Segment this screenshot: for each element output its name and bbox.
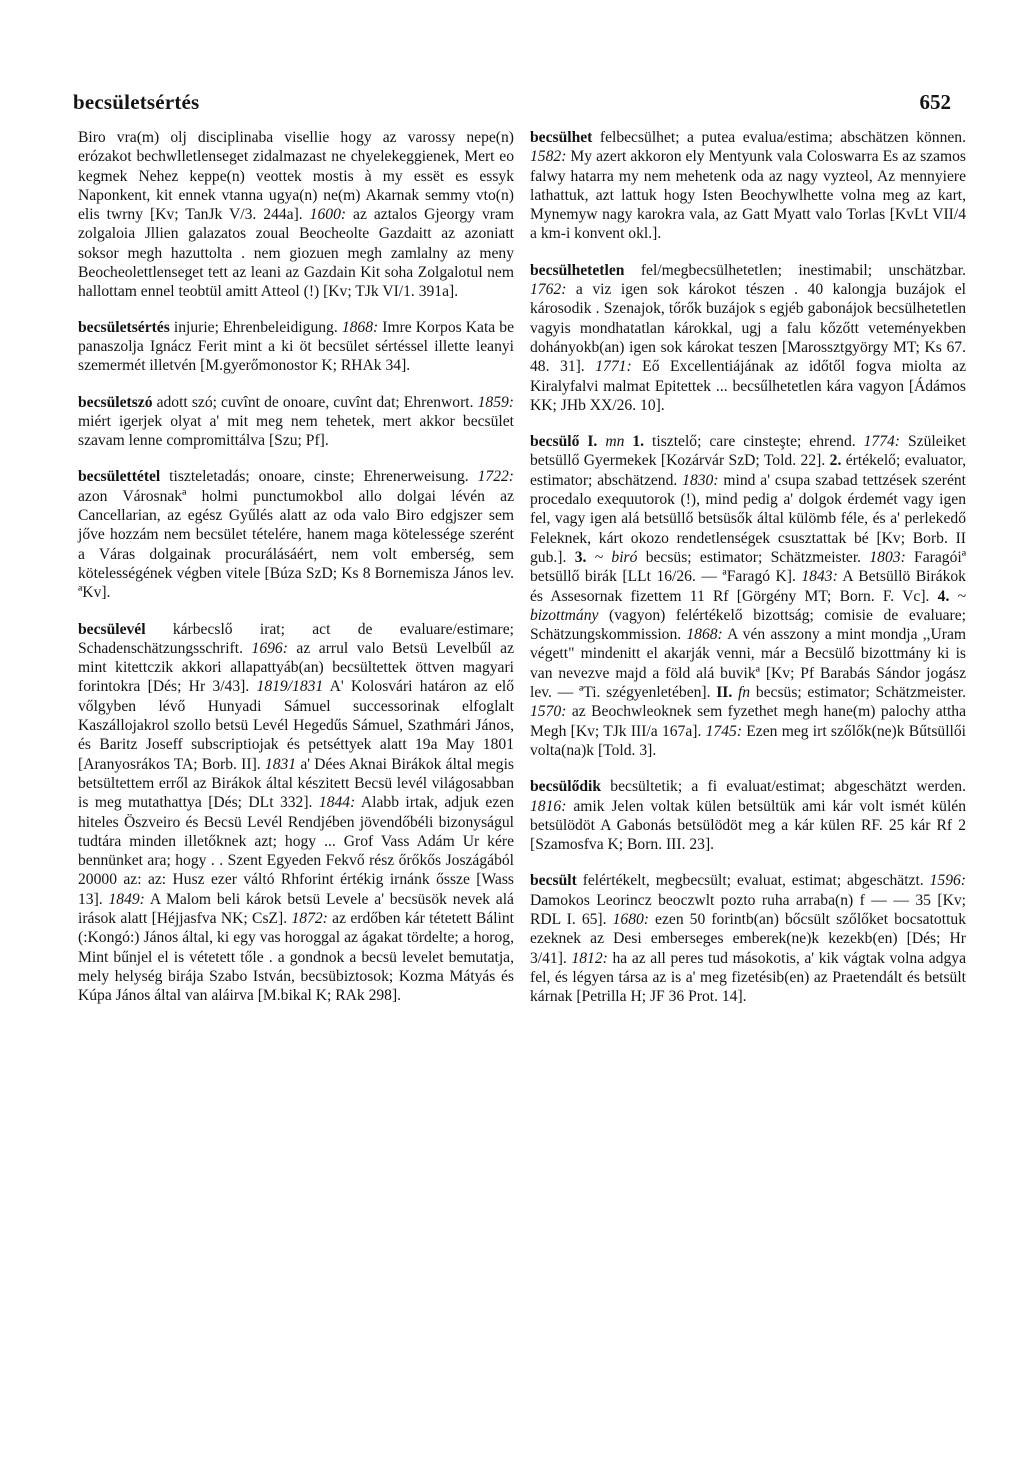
year-ref: 1596: [929,872,966,890]
entry-text: A Malom beli károk betsü Levele a' becsüsök nevek alá irások alatt [Héjjasfva NK; CsZ]. [78,890,514,927]
year-ref: 1600: [309,206,347,224]
entry-text: becsüs; estimator; Schätzmeister. [637,548,870,566]
entry-text: Szüleiket betsüllő Gyermekek [Kozárvár SzD; Told. 22]. [530,433,967,470]
entry-continuation [78,128,514,302]
right-column [530,128,966,1023]
sense-number: 4. [937,587,950,605]
part-of-speech: fn [732,684,751,702]
entry-text: felértékelt, megbecsült; evaluat, estimat; abgeschätzt. [576,872,930,890]
page-number: 652 [919,90,951,114]
entry-text: miért igerjek olyat a' mit meg nem tehetek, mert akkor becsület szavam lenne compromittálva [Szu; Pf]. [78,412,514,450]
entry-text: ezen 50 forintb(an) bőcsült szőlőket bocsatottuk ezeknek az Desi emberseges emberek(ne)k kezekb(en) [Dés; Hr 3/41]. [530,910,966,967]
year-ref: 1680: [612,910,649,928]
year-ref: 1582: [530,148,567,166]
entry-text: injurie; Ehrenbeleidigung. [169,318,342,336]
entry-text: Ezen meg irt szőlők(ne)k Bűtsüllői volta(na)k [Told. 3]. [530,722,966,759]
year-ref: 1803: [869,548,906,566]
entry-text: Alabb irtak, adjuk ezen hiteles Öszveiro és Becsü Levél Rendjében jövendőbéli bizonyságul tudtára minden illetőknek azt; hogy ... Grof Vass Adám Ur kére bennünket ara; hogy . . Szent Egyeden Fekvő rész őrőkős Joszágából 20000 az: az: Husz ezer váltó Rhforint értékig irnánk őssze [Wass 13]. [78,794,514,908]
year-ref: 1831 [264,755,297,773]
year-ref: 1722: [477,468,514,486]
entry-becsulhetetlen [530,261,966,415]
entry-text: azon Városnakª holmi punctumokbol allo dolgai lévén az Cancellarian, az egész Gyűlés alatt az oda valo Biro edgjszer sem jőve hozzám nem becsület tételére, hanem maga kötelessége szerént a Váras dolgainak procurálásáért, nem volt emberség, sem kötelességének végben vitele [Búza SzD; Ks 8 Bornemisza János lev. ªKv]. [78,487,514,602]
entry-text: az arrul valo Betsü Levelbűl az mint kitettczik akkori allapattyáb(an) becsültettek öttven magyari forintokra [Dés; Hr 3/43]. [78,639,514,696]
sense-number: 1. [624,433,645,451]
year-ref: 1745: [705,722,743,740]
left-column [78,128,514,1022]
entry-text: becsüs; estimator; Schätzmeister. [750,684,966,702]
entry-text: az erdőben kár tétetett Bálint (:Kongó:) János által, ki egy vas horoggal az ágakat tördelte; a horog, Mint bűnjel el is vétetett tőle . a gondnok a becsü levelet bemutatja, mely helység birája Szabo István, becsübiztosok; Kozma Mátyás és Kúpa János által van aláirva [M.bikal K; RAk 298]. [78,909,515,1005]
entry-becsulhet [530,128,966,244]
entry-text: a viz igen sok károkot tészen . 40 kalongja buzájok el károsodik . Szenajok, tőrők buzájok s egjéb gabonájok becsülhetetlen vagyis mondhatatlan károkkal, ugj a falu kőzőtt veteményekben dohányokb(an) igen sok károkat teszen [Marossztgyörgy MT; Ks 67. 48. 31]. [530,281,966,376]
sense-number: II. [716,684,733,702]
entry-text: Damokos Leorincz beoczwlt pozto ruha arraba(n) f — — 35 [Kv; RDL I. 65]. [530,891,966,928]
entry-becsulodik [530,777,966,854]
entry-text: az Beochwleoknek sem fyzethet megh hane(m) palochy attha Megh [Kv; TJk III/a 167a]. [530,703,966,740]
entry-text: a' Dées Aknai Birákok által megis betsültettem erről az Birákok által készitett Becsü levél világosabban is meg mutathattya [Dés; DLt 332]. [78,755,514,812]
year-ref: 1816: [530,797,567,815]
entry-text: Imre Korpos Kata be panaszolja Ignácz Ferit mint a ki öt becsület sértéssel illette leanyi szemermét illetvén [M.gyerőmonostor K; RHAk 34]. [78,318,514,375]
subentry-phrase: ~ bizottmány [530,587,966,624]
entry-headword: becsülettétel [78,468,161,486]
entry-text: Eő Excellentiájának az időtől fogva miolta az Kiralyfalvi malmat Epitettek ... becsűlhetetlen kára vagyon [Ádámos KK; JHb XX/26. 10]. [530,358,967,414]
entry-text: mind a' csupa szabad tettzések szerént procedalo exequutorok (!), mind pedig a' dolgok érdemét vagy igen fel, vagy igen alá betsüllő betsüsők által külömb féle, és a' perlekedő Feleknek, kárt okozo rendetlenségek csusztattak bé [Kv; Borb. II gub.]. [530,471,967,566]
entry-text: ha az all peres tud másokotis, a' kik vágtak volna adgya fel, és légyen társa az is a' meg fizetésib(en) az Praetendált és betsült kárnak [Petrilla H; JF 36 Prot. 14]. [530,949,966,1006]
year-ref: 1830: [682,471,719,489]
entry-text: kárbecslő irat; act de evaluare/estimare; Schadenschätzungsschrift. [78,620,514,657]
entry-headword: becsült [530,872,577,890]
entry-becsulevel [78,620,514,1006]
entry-text: Faragóiª betsüllő birák [LLt 16/26. — ªFaragó K]. [530,548,966,586]
year-ref: 1812: [571,949,608,967]
year-ref: 1843: [801,568,838,586]
entry-text: Biro vra(m) olj disciplinaba visellie hogy az varossy nepe(n) erózakot bechwlletlenseget zidalmazast ne chyelekeggienek, Mert eo kegmek Nehez keppe(n) veottek mostis à my essët es essyk Naponkent, kit ennek vtanna ugya(n) ne(m) Akarnak semmy vto(n) elis twrny [Kv; TanJk V/3. 244a]. [78,129,514,224]
entry-text: A' Kolosvári határon az elő vőlgyben lévő Hunyadi Sámuel successorinak elfoglalt Kaszállojakrol szollo betsü Levél Hegedűs Sámuel, Szathmári János, és Baritz Joseff subscriptiojak és petséttyek alatt 19a May 1801 [Aranyosrákos TA; Borb. II]. [78,678,514,773]
entry-text: adott szó; cuvînt de onoare, cuvînt dat; Ehrenwort. [152,393,478,411]
sense-number: I. [579,433,598,451]
year-ref: 1849: [108,890,145,908]
entry-headword: becsülődik [530,778,602,796]
entry-text: A vén asszony a mint mondja ,,Uram végett" mindenitt el akarják venni, már a Becsülő bizottmány ki is van nevezve majd a föld alá buvikª [Kv; Pf Barabás Sándor jogász lev. — ªTi. szégyenletében]. [530,626,966,702]
entry-text: (vagyon) felértékelő bizottság; comisie de evaluare; Schätzungskommission. [530,606,966,644]
entry-text: amik Jelen voltak külen betsültük ami kár volt ismét külén betsülödöt A Gabonás betsülödöt meg a kár külen RF. 25 kár Rf 2 [Szamosfva K; Born. III. 23]. [530,797,966,854]
entry-text: értékelő; evaluator, estimator; abschätzend. [530,452,966,489]
entry-text: fel/megbecsülhetetlen; inestimabil; unschätzbar. [624,261,966,279]
year-ref: 1859: [477,393,514,411]
entry-text: tiszteletadás; onoare, cinste; Ehrenerweisung. [160,468,478,486]
entry-headword: becsülhetetlen [530,261,625,279]
entry-headword: becsülő [530,433,580,451]
entry-headword: becsülhet [530,129,593,146]
year-ref: 1819/1831 [256,678,324,696]
sense-number: 2. [829,452,842,470]
entry-becsulettetel [78,467,514,602]
entry-headword: becsületszó [78,393,153,411]
entry-headword: becsülevél [78,620,146,638]
year-ref: 1696: [251,639,288,657]
sense-number: 3. [574,548,587,566]
entry-becsulo [530,432,966,760]
part-of-speech: mn [597,433,625,451]
year-ref: 1774: [863,433,900,451]
entry-text: becsültetik; a fi evaluat/estimat; abgeschätzt werden. [601,778,966,796]
entry-text: az aztalos Gjeorgy vram zolgaloia Jllien galazatos zoual Beocheolte Gazdaitt az azoniatt soksor megh hazuttolta . nem giozuen megh zamlalny az meny Beocheolettlenseget tett az leani az Gazdain Kit soha Zolgalotul nem hallottam ennel teobtül amitt Atteol (!) [Kv; TJk VI/1. 391a]. [78,206,514,301]
entry-becsuletsertes [78,318,514,376]
entry-becsult [530,871,966,1006]
running-headword: becsületsértés [73,90,200,114]
year-ref: 1844: [318,794,356,812]
running-head [73,90,951,120]
year-ref: 1872: [291,909,328,927]
entry-text: A Betsüllö Birákok és Assesornak fizettem 11 Rf [Görgény MT; Born. F. Vc]. [530,568,966,605]
year-ref: 1570: [530,703,567,721]
entry-headword: becsületsértés [78,318,170,336]
entry-text: felbecsülhet; a putea evalua/estima; abschätzen können. [592,129,966,146]
year-ref: 1868: [686,626,723,644]
entry-becsuletszo [78,393,514,451]
entry-text: tisztelő; care cinsteşte; ehrend. [644,433,864,451]
year-ref: 1868: [341,318,379,336]
year-ref: 1771: [595,358,632,376]
entry-text: My azert akkoron ely Mentyunk vala Coloswarra Es az szamos falwy hatarra my nem mehetenk oda az nagy vyzteol, Az mennyiere lathattuk, azt lattuk hogy Isten Beochywlhette volna meg az kart, Mynemyw nagy karokra vala, az Gatt Myatt valo Torlas [KvLt VII/4 a km-i konvent okl.]. [530,148,966,243]
year-ref: 1762: [530,281,567,299]
subentry-phrase: ~ biró [586,548,638,566]
